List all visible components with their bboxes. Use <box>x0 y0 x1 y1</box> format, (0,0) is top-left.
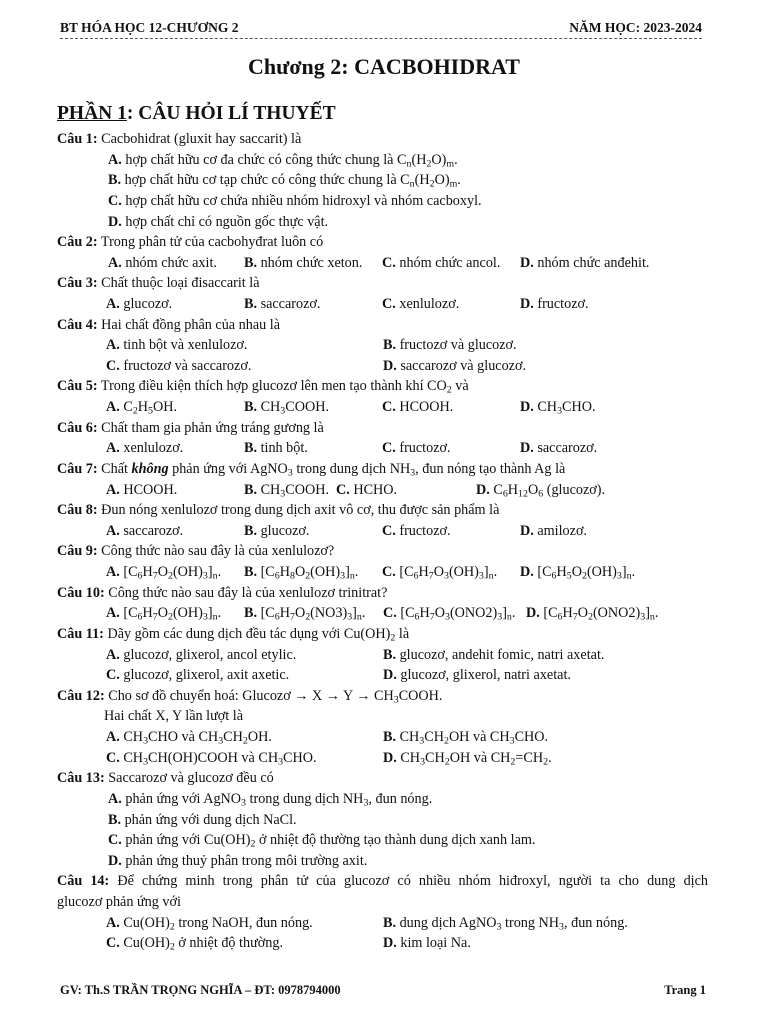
option-letter: D. <box>383 935 397 952</box>
option-text: hợp chất hữu cơ đa chức có công thức chung là $C_n(H_2O)_m$. <box>121 151 458 170</box>
option-text: nhóm chức anđehit. <box>533 254 650 271</box>
question-text: Chất tham gia phản ứng tráng gương là <box>97 419 324 436</box>
question-stem <box>0 583 768 604</box>
option-letter: B. <box>244 254 258 271</box>
option-letter: A. <box>106 605 120 622</box>
option-row <box>0 150 768 171</box>
option-letter: D. <box>526 605 540 622</box>
option-letter: C. <box>108 832 122 849</box>
answer-option <box>108 851 367 872</box>
answer-option <box>520 521 587 542</box>
option-letter: A. <box>106 440 120 457</box>
header-school-year: NĂM HỌC: 2023-2024 <box>569 20 702 35</box>
part-title: : CÂU HỎI LÍ THUYẾT <box>126 103 336 124</box>
option-text: amilozơ. <box>533 522 587 539</box>
option-text: HCOOH. <box>395 399 454 416</box>
answer-option <box>383 748 552 769</box>
answer-option <box>383 645 604 666</box>
option-text: dung dịch AgNO$_3$ trong $NH_3$, đun nóng. <box>396 914 628 933</box>
option-letter: A. <box>106 564 120 580</box>
option-letter: C. <box>106 935 120 952</box>
answer-option <box>520 438 597 459</box>
option-letter: B. <box>383 646 397 663</box>
question-stem <box>0 129 768 150</box>
option-text: xenlulozơ. <box>395 296 460 312</box>
option-text: phản ứng thuỷ phân trong môi trường axit. <box>121 852 368 869</box>
question-stem <box>0 459 768 480</box>
option-row <box>0 170 768 191</box>
chapter-title: Chương 2: CACBOHIDRAT <box>248 54 520 79</box>
answer-option <box>244 603 365 624</box>
option-text: kim loại Na. <box>396 935 471 952</box>
question-stem <box>0 315 768 336</box>
question-text: Công thức nào sau đây là của xenlulozơ? <box>97 543 335 560</box>
answer-option <box>106 562 221 583</box>
option-row <box>0 294 768 315</box>
option-letter: D. <box>520 296 534 312</box>
question-text: Cacbohidrat (gluxit hay saccarit) là <box>97 131 302 147</box>
option-letter: B. <box>383 914 397 931</box>
question-line <box>57 686 442 707</box>
question-stem <box>0 768 768 789</box>
option-letter: A. <box>108 254 122 271</box>
option-letter: C. <box>336 481 350 498</box>
option-letter: A. <box>106 296 120 312</box>
answer-option <box>106 645 296 666</box>
option-text: $[C_6H_7O_2(NO3)_3]_n$. <box>257 605 366 623</box>
footer-teacher-info: GV: Th.S TRẦN TRỌNG NGHĨA – ĐT: 0978794000 <box>60 983 341 997</box>
answer-option <box>108 191 482 212</box>
question-text: Trong phân tử của cacbohyđrat luôn có <box>97 234 324 251</box>
question-text: Chất không phản ứng với AgNO$_3$ trong dung dịch $NH_3$, đun nóng tạo thành Ag là <box>97 460 566 479</box>
option-letter: C. <box>108 192 122 209</box>
answer-option <box>520 397 596 418</box>
option-row <box>0 212 768 233</box>
answer-option <box>382 562 497 583</box>
answer-option <box>106 748 317 769</box>
answer-option <box>106 356 251 377</box>
question-text: Trong điều kiện thích hợp glucozơ lên men tạo thành khí $CO_2$ và <box>97 378 469 396</box>
question-stem <box>0 376 768 397</box>
question-line <box>57 541 334 562</box>
option-row <box>0 356 768 377</box>
answer-option <box>108 150 458 171</box>
option-text: glucozơ, glixerol, axit axetic. <box>119 667 290 684</box>
option-text: $Cu(OH)_2$ ở nhiệt độ thường. <box>119 935 284 953</box>
answer-option <box>244 438 308 459</box>
question-stem <box>0 273 768 294</box>
answer-option <box>383 913 628 934</box>
answer-option <box>382 294 459 315</box>
answer-option <box>383 356 526 377</box>
answer-option <box>106 335 247 356</box>
option-letter: A. <box>106 729 120 745</box>
option-text: hợp chất hữu cơ tạp chức có công thức chung là $C_n(H_2O)_m$. <box>121 172 461 190</box>
option-row <box>0 789 768 810</box>
question-subtext-text: Hai chất X, Y lần lượt là <box>104 708 244 725</box>
option-row <box>0 438 768 459</box>
answer-option <box>383 603 515 624</box>
answer-option <box>336 480 397 501</box>
option-row <box>0 603 768 624</box>
option-row <box>0 397 768 418</box>
answer-option <box>520 253 649 274</box>
option-letter: A. <box>106 646 120 663</box>
answer-option <box>106 438 183 459</box>
option-text: $C_6H_{12}O_6$ (glucozơ). <box>489 481 606 499</box>
answer-option <box>526 603 658 624</box>
option-row <box>0 521 768 542</box>
option-letter: C. <box>382 296 396 312</box>
answer-option <box>520 562 635 583</box>
option-letter: A. <box>106 522 120 539</box>
question-number: Câu 1: <box>57 131 98 147</box>
answer-option <box>106 397 177 418</box>
answer-option <box>382 397 453 418</box>
option-row <box>0 830 768 851</box>
question-line <box>57 418 324 439</box>
option-text: $[C_6H_5O_2(OH)_3]_n$. <box>533 564 636 582</box>
option-row <box>0 645 768 666</box>
option-row <box>0 851 768 872</box>
question-line <box>57 583 387 604</box>
option-text: hợp chất hữu cơ chứa nhiều nhóm hidroxyl và nhóm cacboxyl. <box>121 192 482 209</box>
option-text: fructozơ và saccarozơ. <box>119 357 252 374</box>
option-text: $[C_6H_7O_2(ONO2)_3]_n$. <box>539 605 659 623</box>
question-stem <box>0 418 768 439</box>
option-letter: B. <box>244 481 258 498</box>
answer-option <box>108 830 535 851</box>
option-letter: B. <box>108 172 122 189</box>
option-row <box>0 665 768 686</box>
option-text: $CH_3CH_2OH$ và $CH_3CHO$. <box>396 729 549 747</box>
option-text: $[C_6H_7O_2(OH)_3]_n$. <box>119 605 222 623</box>
option-letter: C. <box>382 564 396 580</box>
option-letter: C. <box>382 440 396 457</box>
option-text: saccarozơ. <box>257 296 321 312</box>
question-number: Câu 7: <box>57 460 98 477</box>
option-row <box>0 335 768 356</box>
option-letter: A. <box>106 337 120 354</box>
answer-option <box>106 913 313 934</box>
option-text: phản ứng với AgNO$_3$ trong dung dịch $NH_3$, đun nóng. <box>121 790 433 809</box>
part-label: PHẦN 1 <box>57 103 127 124</box>
answer-option <box>383 335 517 356</box>
question-number: Câu 5: <box>57 378 98 395</box>
option-text: hợp chất chỉ có nguồn gốc thực vật. <box>121 213 329 230</box>
question-stem-continued <box>0 892 768 913</box>
question-stem <box>0 686 768 707</box>
answer-option <box>383 727 548 748</box>
option-row <box>0 748 768 769</box>
question-line <box>57 768 274 789</box>
option-text: $CH_3CHO$ và $CH_3CH_2OH$. <box>119 729 272 747</box>
question-number: Câu 8: <box>57 502 98 519</box>
option-text: nhóm chức ancol. <box>395 254 501 271</box>
question-line <box>57 232 323 253</box>
option-letter: D. <box>520 522 534 539</box>
option-letter: B. <box>383 337 397 354</box>
question-number: Câu 2: <box>57 234 98 251</box>
option-letter: A. <box>108 790 122 807</box>
option-letter: D. <box>520 440 534 457</box>
option-text: $C_2H_5OH$. <box>119 399 178 417</box>
question-stem <box>0 232 768 253</box>
answer-option <box>106 521 183 542</box>
question-number: Câu 6: <box>57 419 98 436</box>
answer-option <box>382 253 500 274</box>
option-text: fructozơ. <box>395 522 451 539</box>
option-row <box>0 562 768 583</box>
option-text: fructozơ. <box>533 296 589 312</box>
answer-option <box>106 480 177 501</box>
option-row <box>0 253 768 274</box>
option-text: xenlulozơ. <box>119 440 184 457</box>
question-text: Để chứng minh trong phân tử của glucozơ có nhiều nhóm hiđroxyl, người ta cho dung dịch <box>109 873 708 890</box>
option-text: $CH_3COOH$. <box>257 481 329 499</box>
question-text <box>57 871 708 892</box>
option-letter: D. <box>383 667 397 684</box>
question-stem <box>0 541 768 562</box>
question-line <box>57 500 499 521</box>
question-line <box>57 315 280 336</box>
option-letter: B. <box>244 296 258 312</box>
option-text: saccarozơ và glucozơ. <box>396 357 527 374</box>
option-letter: A. <box>108 151 122 168</box>
option-letter: C. <box>106 749 120 766</box>
option-text: nhóm chức xeton. <box>257 254 363 271</box>
option-letter: B. <box>244 605 258 622</box>
answer-option <box>108 212 328 233</box>
option-letter: A. <box>106 481 120 498</box>
question-stem <box>0 871 768 892</box>
option-letter: D. <box>476 481 490 498</box>
option-text: saccarozơ. <box>119 522 184 539</box>
question-stem <box>0 624 768 645</box>
option-letter: A. <box>106 399 120 416</box>
question-text: Hai chất đồng phân của nhau là <box>97 316 281 333</box>
option-text: $CH_3COOH$. <box>257 399 329 417</box>
answer-option <box>244 562 358 583</box>
option-text: $CH_3CH(OH)COOH$ và $CH_3CHO$. <box>119 749 317 768</box>
option-letter: D. <box>520 399 534 416</box>
answer-option <box>108 810 297 831</box>
answer-option <box>244 521 309 542</box>
answer-option <box>106 665 289 686</box>
option-row <box>0 727 768 748</box>
question-number: Câu 12: <box>57 687 105 704</box>
option-text: $[C_6H_7O_2(OH)_3]_n$. <box>119 564 222 582</box>
option-letter: D. <box>108 213 122 230</box>
question-number: Câu 14: <box>57 873 110 890</box>
answer-option <box>106 603 221 624</box>
option-text: $CH_3CH_2OH$ và $CH_2=CH_2$. <box>396 749 552 768</box>
option-text: $[C_6H_7O_3(OH)_3]_n$. <box>395 564 498 582</box>
option-letter: B. <box>244 399 258 416</box>
part-heading <box>57 103 336 125</box>
option-letter: D. <box>108 852 122 869</box>
question-number: Câu 11: <box>57 625 104 642</box>
answer-option <box>108 789 432 810</box>
option-letter: B. <box>244 522 258 539</box>
question-text: Dãy gồm các dung dịch đều tác dụng với $Cu(OH)_2$ là <box>103 625 410 644</box>
option-text: HCHO. <box>349 481 398 498</box>
header-divider <box>60 38 702 39</box>
question-line <box>57 129 301 150</box>
answer-option <box>106 294 172 315</box>
option-letter: B. <box>383 729 397 745</box>
option-letter: C. <box>106 357 120 374</box>
option-text: glucozơ, glixerol, natri axetat. <box>396 667 571 684</box>
option-row <box>0 913 768 934</box>
option-text: $Cu(OH)_2$ trong NaOH, đun nóng. <box>119 914 313 933</box>
question-stem <box>0 500 768 521</box>
option-text: nhóm chức axit. <box>121 254 217 271</box>
option-text: glucozơ. <box>119 296 173 312</box>
option-letter: B. <box>108 811 122 828</box>
answer-option <box>476 480 605 501</box>
answer-option <box>244 253 362 274</box>
question-number: Câu 9: <box>57 543 98 560</box>
question-number: Câu 4: <box>57 316 98 333</box>
option-text: phản ứng với dung dịch NaCl. <box>121 811 297 828</box>
question-subtext <box>0 706 768 727</box>
option-text: glucozơ. <box>257 522 310 539</box>
option-letter: A. <box>106 914 120 931</box>
option-row <box>0 810 768 831</box>
question-number: Câu 3: <box>57 275 98 292</box>
answer-option <box>244 397 329 418</box>
option-text: $CH_3CHO$. <box>533 399 596 417</box>
question-text: Cho sơ đồ chuyển hoá: Glucozơ → $X \to Y \to CH_3COOH$. <box>104 687 443 706</box>
question-line <box>57 459 565 480</box>
question-line <box>57 273 260 294</box>
question-text: Công thức nào sau đây là của xenlulozơ trinitrat? <box>104 584 388 601</box>
option-text: tinh bột. <box>257 440 308 457</box>
answer-option <box>382 521 451 542</box>
option-text: glucozơ, glixerol, ancol etylic. <box>119 646 297 663</box>
option-row <box>0 191 768 212</box>
option-text: phản ứng với $Cu(OH)_2$ ở nhiệt độ thường tạo thành dung dịch xanh lam. <box>121 832 536 850</box>
option-text: glucozơ, andehit fomic, natri axetat. <box>396 646 605 663</box>
option-letter: B. <box>244 440 258 457</box>
option-text: tinh bột và xenlulozơ. <box>119 337 248 354</box>
option-letter: C. <box>106 667 120 684</box>
option-text: fructozơ. <box>395 440 451 457</box>
answer-option <box>383 665 571 686</box>
option-text: $[C_6H_7O_3(ONO2)_3]_n$. <box>396 605 516 623</box>
question-text: glucozơ phản ứng với <box>57 893 181 910</box>
answer-option <box>106 727 272 748</box>
question-number: Câu 10: <box>57 584 105 601</box>
option-text: saccarozơ. <box>533 440 598 457</box>
option-letter: B. <box>244 564 258 580</box>
option-letter: C. <box>382 522 396 539</box>
answer-option <box>108 170 461 191</box>
question-number: Câu 13: <box>57 770 105 787</box>
option-text: HCOOH. <box>119 481 178 498</box>
answer-option <box>106 933 283 954</box>
header-course-title: BT HÓA HỌC 12-CHƯƠNG 2 <box>60 20 239 35</box>
answer-option <box>108 253 217 274</box>
footer-page-number: Trang 1 <box>664 983 706 997</box>
option-text: $[C_6H_8O_2(OH)_3]_n$. <box>257 564 359 582</box>
answer-option <box>520 294 589 315</box>
option-letter: D. <box>520 564 534 580</box>
answer-option <box>382 438 451 459</box>
question-line <box>57 376 469 397</box>
option-letter: C. <box>382 399 396 416</box>
option-letter: C. <box>382 254 396 271</box>
question-text: Đun nóng xenlulozơ trong dung dịch axit vô cơ, thu được sản phẩm là <box>97 502 500 519</box>
option-letter: C. <box>383 605 397 622</box>
question-text: Saccarozơ và glucozơ đều có <box>104 770 274 787</box>
option-text: fructozơ và glucozơ. <box>396 337 517 354</box>
option-letter: D. <box>383 357 397 374</box>
option-letter: D. <box>383 749 397 766</box>
question-line <box>57 624 409 645</box>
answer-option <box>244 294 320 315</box>
answer-option <box>244 480 329 501</box>
answer-option <box>383 933 471 954</box>
option-row <box>0 480 768 501</box>
option-row <box>0 933 768 954</box>
option-letter: D. <box>520 254 534 271</box>
question-text: Chất thuộc loại đisaccarit là <box>97 275 260 292</box>
